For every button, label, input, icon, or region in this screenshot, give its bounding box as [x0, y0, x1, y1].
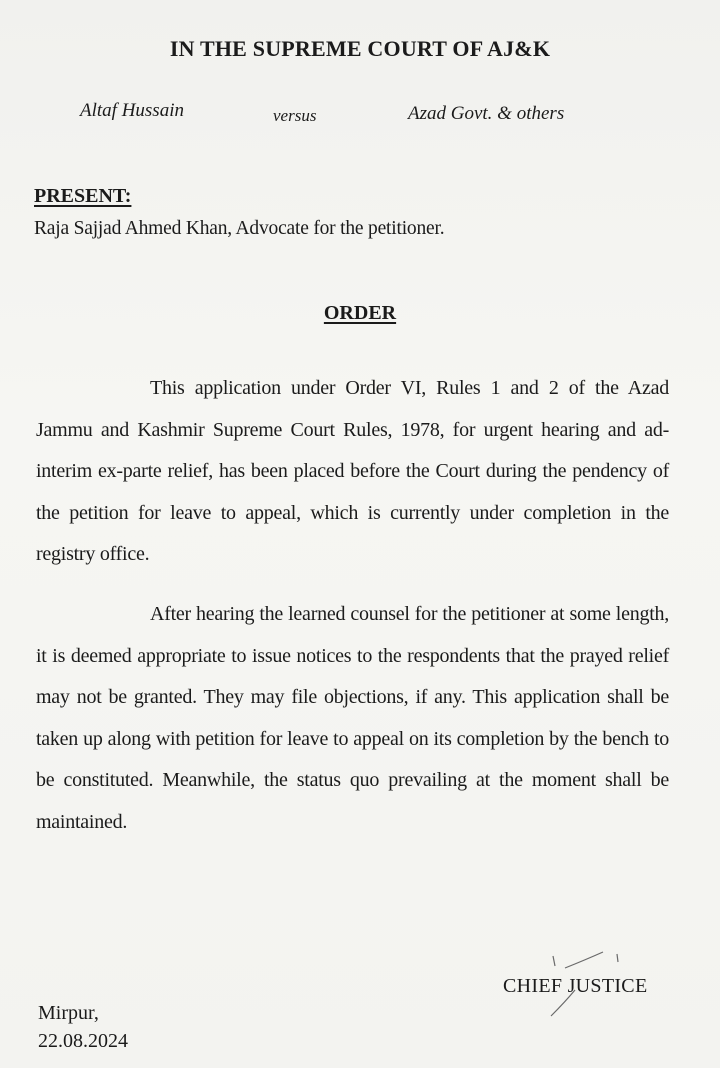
order-heading: ORDER: [323, 302, 397, 324]
petitioner-name: Altaf Hussain: [80, 100, 184, 121]
order-place: Mirpur,: [38, 1002, 99, 1024]
order-paragraph-2: After hearing the learned counsel for the petitioner at some length, it is deemed appropriate to issue notices to the respondents that the prayed relief may not be granted. They may file objections, if any. This application shall be taken up along with petition for leave to appeal on its completion by the bench to be constituted. Meanwhile, the status quo prevailing at the moment shall be maintained.: [36, 603, 669, 833]
versus-label: versus: [273, 106, 317, 125]
respondent-name: Azad Govt. & others: [408, 103, 565, 124]
present-heading: PRESENT:: [34, 185, 132, 207]
signatory-designation: CHIEF JUSTICE: [503, 975, 648, 997]
case-parties: [0, 100, 720, 130]
present-counsel: Raja Sajjad Ahmed Khan, Advocate for the petitioner.: [34, 218, 445, 239]
order-paragraph-1: This application under Order VI, Rules 1 and 2 of the Azad Jammu and Kashmir Supreme Court Rules, 1978, for urgent hearing and ad-interim ex-parte relief, has been placed before the Court during the pendency of the petition for leave to appeal, which is currently under completion in the registry office.: [36, 377, 669, 565]
court-title: IN THE SUPREME COURT OF AJ&K: [169, 36, 551, 61]
order-date: 22.08.2024: [38, 1030, 128, 1052]
